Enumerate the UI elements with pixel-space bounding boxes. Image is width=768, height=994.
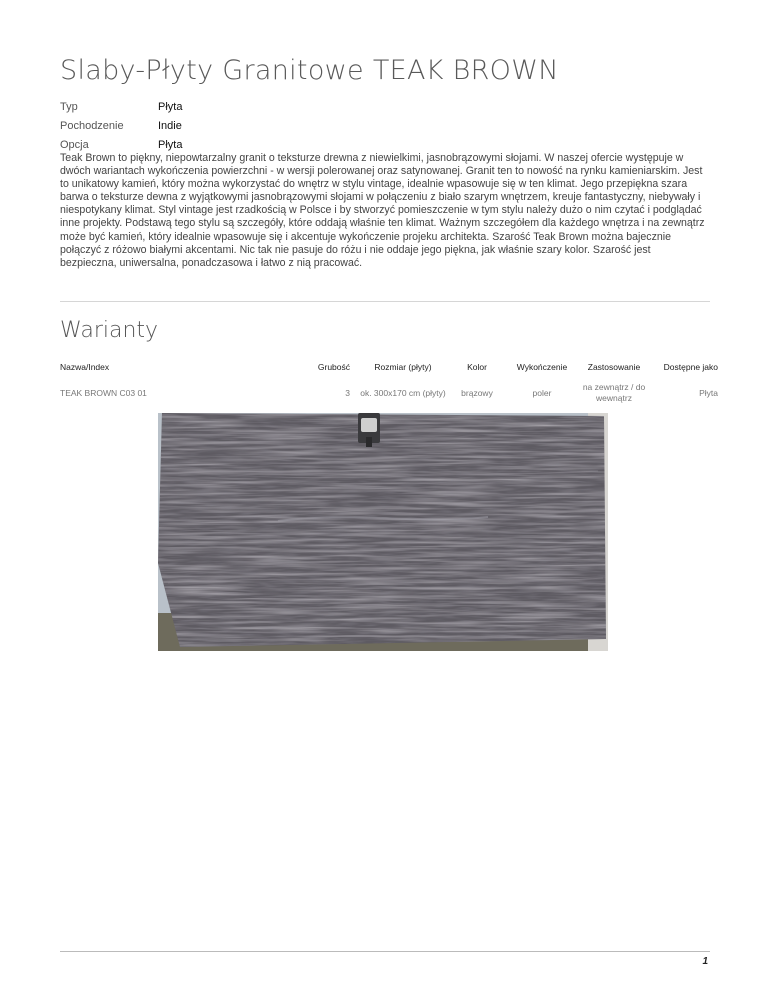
product-description: Teak Brown to piękny, niepowtarzalny granit o teksturze drewna z niewielkimi, jasnobrązowymi słojami. W naszej ofercie występuje w dwóch wariantach wykończenia powierzchni - w wersji polerowanej oraz satynowanej. Granit ten to nowość na rynku kamieniarskim. Jest to unikatowy kamień, który można wykorzystać do wnętrz w stylu vintage, idealnie wpasowuje się w ten klimat. Jego przepiękna szara barwa o teksturze dewna z wyjątkowymi jasnobrązowymi słojami w połączeniu z biało szarym wnętrzem, kreuje fantastyczny, niebywały i niespotykany klimat. Styl vintage jest rzadkością w Polsce i by stworzyć pomieszczenie w tym stylu należy dużo o nim czytać i podglądać inne projekty. Podstawą tego stylu są szczegóły, które oddają właśnie ten klimat. Ważnym szczegółem dla każdego wnętrza i na zewnątrz może być kamień, który idealnie wpasowuje się i akcentuje wykończenie projeku architekta. Szarość Teak Brown można bajecznie połączyć z różowo białymi akcentami. Nic tak nie pasuje do różu i nie oddaje jego piękna, jak właśnie szary kolor. Szarość jest bezpieczna, uniwersalna, ponadczasowa i łatwo z nią pracować. xyxy=(60,152,705,269)
column-header-application: Zastosowanie xyxy=(587,362,641,372)
attribute-value: Płyta xyxy=(158,138,183,151)
attribute-label: Typ xyxy=(60,100,78,113)
cell-name: TEAK BROWN C03 01 xyxy=(60,387,147,398)
variants-table xyxy=(60,362,722,404)
granite-slab-photo xyxy=(158,413,608,651)
attribute-value: Indie xyxy=(158,119,182,132)
cell-color: brązowy xyxy=(461,387,493,398)
column-header-thickness: Grubość xyxy=(317,362,350,372)
cell-availability: Płyta xyxy=(699,387,718,398)
cell-application: na zewnątrz / do wewnątrz xyxy=(582,382,646,403)
footer-divider xyxy=(60,951,710,952)
cell-thickness: 3 xyxy=(345,387,350,398)
column-header-color: Kolor xyxy=(467,362,487,372)
variants-title: Warianty xyxy=(60,318,159,343)
table-header-row xyxy=(60,362,722,382)
column-header-finish: Wykończenie xyxy=(516,362,568,372)
cell-finish: poler xyxy=(532,387,552,398)
attribute-label: Pochodzenie xyxy=(60,119,124,132)
attribute-row-origin xyxy=(60,116,460,135)
attribute-row-type xyxy=(60,97,460,116)
product-attributes xyxy=(60,97,460,154)
table-row xyxy=(60,382,722,404)
column-header-name: Nazwa/Index xyxy=(60,362,110,372)
column-header-size: Rozmiar (płyty) xyxy=(374,362,432,372)
granite-slab xyxy=(158,413,606,647)
page-number: 1 xyxy=(702,956,708,967)
attribute-value: Płyta xyxy=(158,100,183,113)
page-title: Slaby-Płyty Granitowe TEAK BROWN xyxy=(60,55,559,86)
lifting-clamp xyxy=(358,413,380,447)
section-divider xyxy=(60,301,710,302)
column-header-availability: Dostępne jako xyxy=(663,362,718,372)
attribute-label: Opcja xyxy=(60,138,89,151)
cell-size: ok. 300x170 cm (płyty) xyxy=(360,387,446,398)
